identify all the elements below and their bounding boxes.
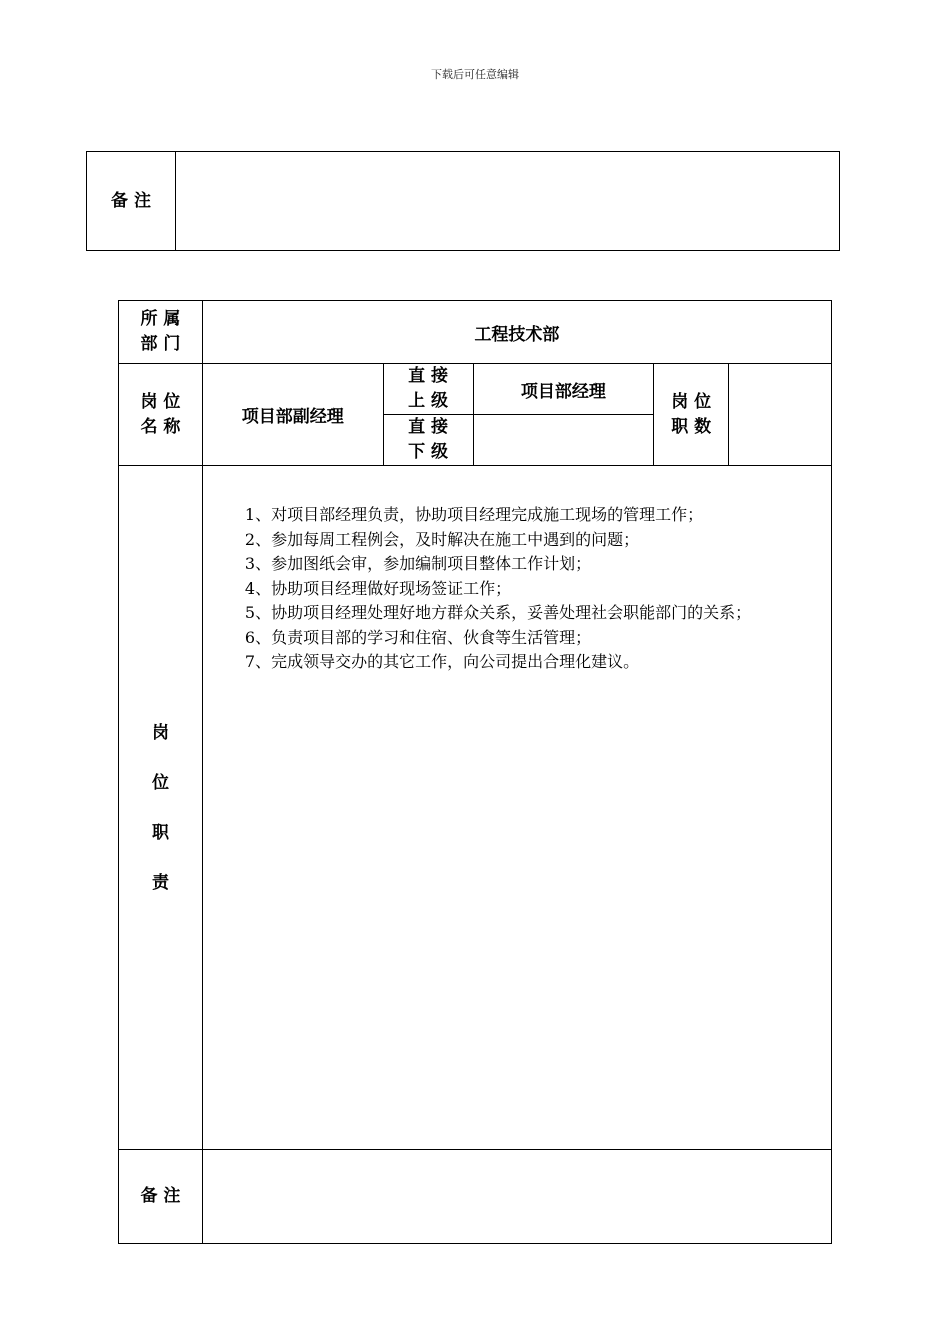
direct-subordinate-label-line1: 直 接 [408, 417, 449, 437]
duty-item: 6、负责项目部的学习和住宿、伙食等生活管理； [244, 627, 592, 647]
duty-item: 4、协助项目经理做好现场签证工作； [244, 578, 512, 598]
duties-label-char: 岗 [151, 722, 169, 743]
post-name-value: 项目部副经理 [202, 364, 383, 466]
direct-subordinate-label-line2: 下 级 [408, 442, 449, 462]
duty-item: 1、对项目部经理负责，协助项目经理完成施工现场的管理工作； [244, 505, 704, 524]
post-name-label-line2: 名 称 [140, 416, 181, 437]
remark-table-top [86, 151, 840, 251]
department-label-line2: 部 门 [140, 334, 181, 354]
duties-label-char: 职 [151, 822, 169, 843]
direct-subordinate-value [473, 415, 654, 466]
remark-label: 备 注 [87, 152, 176, 251]
remark-value-bottom [202, 1150, 831, 1244]
duty-item: 3、参加图纸会审，参加编制项目整体工作计划； [244, 554, 592, 573]
duty-item: 7、完成领导交办的其它工作，向公司提出合理化建议。 [244, 652, 640, 671]
job-description-table [118, 300, 832, 1244]
department-value: 工程技术部 [202, 301, 831, 364]
direct-superior-label-line1: 直 接 [408, 366, 449, 386]
direct-superior-value: 项目部经理 [473, 364, 654, 415]
page-header: 下载后可任意编辑 [431, 68, 519, 81]
direct-superior-label-line2: 上 级 [408, 391, 449, 411]
duties-label [119, 466, 203, 1150]
department-label [119, 301, 203, 364]
post-name-label [119, 364, 203, 466]
post-count-label-line1: 岗 位 [671, 391, 712, 412]
duty-item: 2、参加每周工程例会，及时解决在施工中遇到的问题； [244, 529, 640, 549]
post-name-label-line1: 岗 位 [140, 391, 181, 412]
duties-label-char: 责 [151, 872, 169, 893]
post-count-label-line2: 职 数 [671, 416, 712, 437]
post-count-value [729, 364, 832, 466]
direct-subordinate-label [383, 415, 473, 466]
remark-value [176, 152, 840, 251]
duties-label-char: 位 [151, 772, 169, 793]
department-label-line1: 所 属 [140, 309, 181, 329]
remark-label-bottom: 备 注 [119, 1150, 203, 1244]
direct-superior-label [383, 364, 473, 415]
duty-item: 5、协助项目经理处理好地方群众关系，妥善处理社会职能部门的关系； [244, 603, 752, 622]
duties-content [202, 466, 831, 1150]
post-count-label [654, 364, 729, 466]
